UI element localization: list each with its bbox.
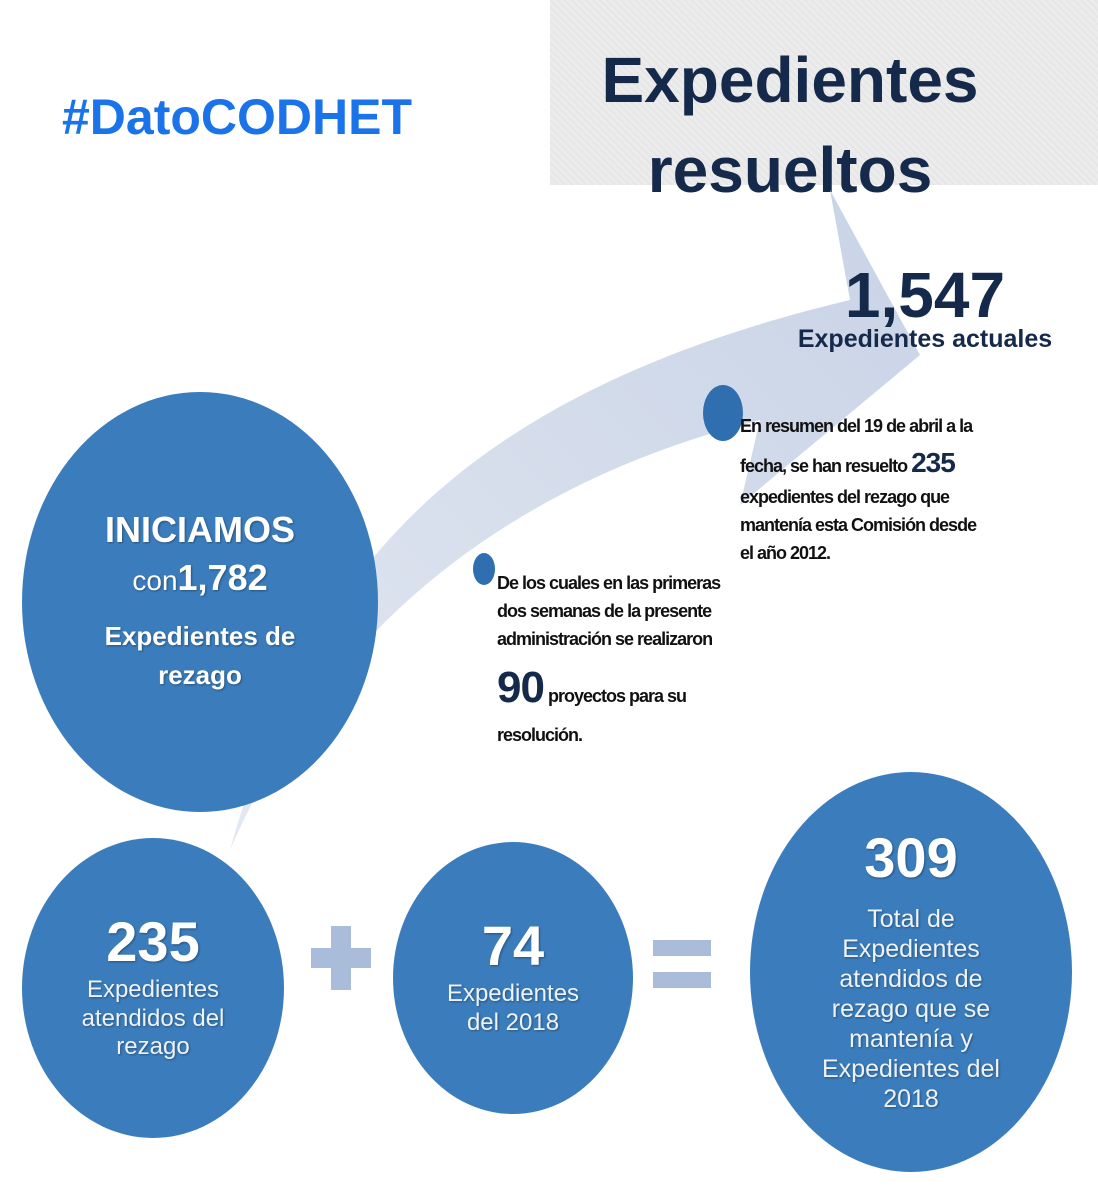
start-label [105, 617, 296, 695]
backlog-attended-count: 235 [106, 909, 200, 973]
current-count: 1,547 [844, 259, 1006, 331]
summary-note-text-before: En resumen del 19 de abril a la fecha, se han resuelto [740, 416, 973, 476]
bullet-dot-1 [703, 385, 743, 441]
bullet-dot-2 [473, 553, 495, 585]
page-title-line1: Expedientes [601, 44, 979, 116]
start-label-line1: Expedientes de [104, 621, 296, 651]
projects-note-value: 90 [497, 662, 544, 712]
files-2018-circle [393, 842, 633, 1114]
projects-note-text-after: proyectos para su resolución. [497, 685, 687, 745]
current-label: Expedientes actuales [797, 325, 1053, 353]
equals-icon-bar-top [653, 940, 711, 956]
start-heading: INICIAMOS [104, 509, 295, 550]
start-label-line2: rezago [158, 660, 242, 690]
page-title-line2: resueltos [647, 134, 933, 206]
summary-note-value: 235 [911, 446, 955, 478]
hashtag: #DatoCODHET [62, 89, 413, 145]
start-prefix: con [132, 565, 178, 596]
total-circle [750, 772, 1072, 1172]
projects-note-text-before: De los cuales en las primeras dos semanas de la presente administración se realizaron [497, 573, 721, 649]
start-circle [22, 392, 378, 812]
start-count: 1,782 [177, 557, 268, 598]
backlog-attended-circle [22, 838, 284, 1138]
equals-icon-bar-bottom [653, 972, 711, 988]
backlog-attended-label: Expedientes atendidos del rezago [81, 975, 225, 1061]
start-count-line [132, 557, 267, 599]
files-2018-count: 74 [481, 914, 545, 978]
total-label: Total de Expedientes atendidos de rezago que se mantenía y Expedientes del 2018 [822, 905, 1000, 1113]
files-2018-label: Expedientes del 2018 [446, 980, 580, 1036]
plus-icon-bar-v [331, 926, 351, 990]
summary-note-text-after: expedientes del rezago que mantenía esta Comisión desde el año 2012. [740, 487, 977, 564]
total-count: 309 [864, 826, 958, 889]
projects-note [497, 570, 737, 750]
summary-note [740, 413, 980, 568]
